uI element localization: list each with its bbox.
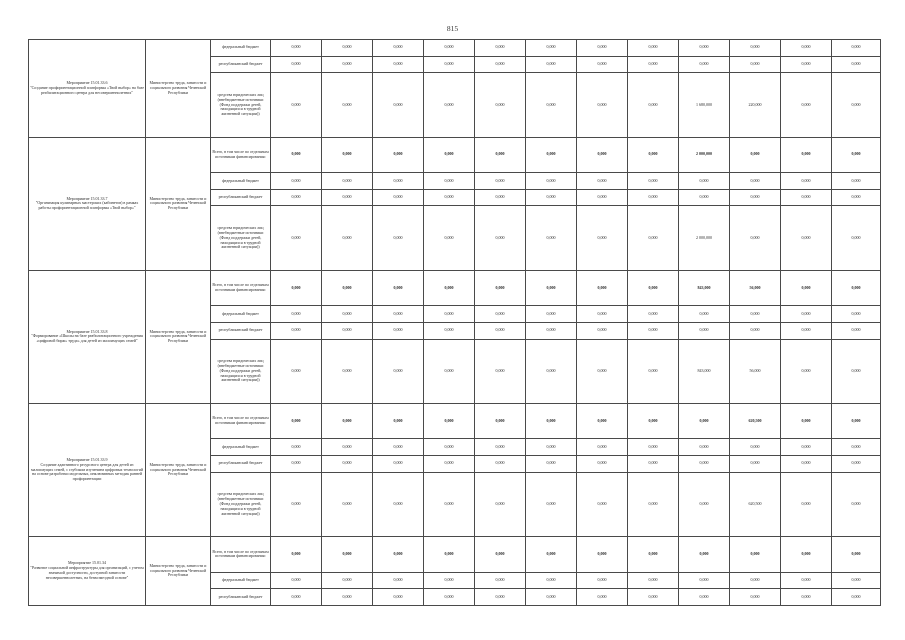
executor: Министерство труда, занятости и социального развития Чеченской Республики: [146, 403, 211, 536]
amount-cell: 0,000: [373, 189, 424, 206]
amount-cell: 0,000: [781, 439, 832, 456]
funding-source: республиканский бюджет: [211, 589, 271, 606]
amount-cell: 0,000: [628, 173, 679, 190]
amount-cell: 0,000: [475, 137, 526, 173]
amount-cell: 0,000: [526, 306, 577, 323]
funding-source: республиканский бюджет: [211, 456, 271, 473]
amount-cell: 0,000: [373, 456, 424, 473]
amount-cell: 0,000: [628, 56, 679, 73]
amount-cell: 0,000: [832, 403, 881, 439]
amount-cell: 0,000: [730, 40, 781, 57]
amount-cell: 0,000: [730, 206, 781, 270]
amount-cell: 56,000: [730, 339, 781, 403]
amount-cell: 0,000: [424, 339, 475, 403]
amount-cell: 0,000: [424, 73, 475, 137]
amount-cell: 0,000: [781, 306, 832, 323]
amount-cell: 0,000: [781, 456, 832, 473]
amount-cell: 0,000: [322, 137, 373, 173]
amount-cell: 0,000: [679, 40, 730, 57]
amount-cell: 0,000: [730, 137, 781, 173]
page-number: 815: [446, 24, 459, 33]
amount-cell: 0,000: [271, 56, 322, 73]
funding-source: средства юридических лиц (внебюджетные источники (Фонд поддержки детей, находящихся в трудной жизненной ситуации)): [211, 472, 271, 536]
table-row: [29, 537, 881, 573]
amount-cell: 0,000: [577, 173, 628, 190]
amount-cell: 620,500: [730, 403, 781, 439]
amount-cell: 0,000: [424, 322, 475, 339]
amount-cell: 0,000: [322, 439, 373, 456]
amount-cell: 2 000,000: [679, 206, 730, 270]
amount-cell: 0,000: [475, 206, 526, 270]
executor: Министерство труда, занятости и социального развития Чеченской Республики: [146, 537, 211, 606]
amount-cell: 0,000: [781, 137, 832, 173]
amount-cell: 0,000: [832, 137, 881, 173]
amount-cell: 0,000: [577, 537, 628, 573]
amount-cell: 0,000: [832, 537, 881, 573]
amount-cell: 0,000: [475, 339, 526, 403]
budget-table: [28, 39, 881, 606]
amount-cell: 0,000: [373, 206, 424, 270]
amount-cell: 0,000: [577, 40, 628, 57]
amount-cell: 0,000: [322, 537, 373, 573]
amount-cell: 0,000: [322, 456, 373, 473]
amount-cell: 0,000: [832, 270, 881, 306]
amount-cell: 0,000: [679, 322, 730, 339]
executor: Министерство труда, занятости и социального развития Чеченской Республики: [146, 270, 211, 403]
amount-cell: 0,000: [271, 270, 322, 306]
funding-source: федеральный бюджет: [211, 173, 271, 190]
amount-cell: 0,000: [679, 189, 730, 206]
amount-cell: 0,000: [271, 173, 322, 190]
amount-cell: 0,000: [526, 270, 577, 306]
amount-cell: 0,000: [781, 189, 832, 206]
amount-cell: 0,000: [373, 270, 424, 306]
amount-cell: 0,000: [730, 456, 781, 473]
funding-source: Всего, в том числе по отдельным источникам финансирования:: [211, 137, 271, 173]
amount-cell: 0,000: [577, 137, 628, 173]
amount-cell: 0,000: [526, 439, 577, 456]
amount-cell: 0,000: [628, 306, 679, 323]
amount-cell: 0,000: [475, 73, 526, 137]
amount-cell: 0,000: [424, 56, 475, 73]
amount-cell: 0,000: [424, 537, 475, 573]
amount-cell: 0,000: [373, 589, 424, 606]
amount-cell: 220,000: [730, 73, 781, 137]
amount-cell: 0,000: [730, 439, 781, 456]
amount-cell: 0,000: [475, 56, 526, 73]
amount-cell: 0,000: [832, 173, 881, 190]
amount-cell: 0,000: [475, 472, 526, 536]
funding-source: средства юридических лиц (внебюджетные источники (Фонд поддержки детей, находящихся в трудной жизненной ситуации)): [211, 73, 271, 137]
amount-cell: 0,000: [679, 537, 730, 573]
amount-cell: 0,000: [271, 456, 322, 473]
amount-cell: 0,000: [781, 537, 832, 573]
amount-cell: 0,000: [628, 189, 679, 206]
amount-cell: 0,000: [628, 137, 679, 173]
funding-source: федеральный бюджет: [211, 306, 271, 323]
amount-cell: 0,000: [271, 206, 322, 270]
amount-cell: 0,000: [322, 189, 373, 206]
amount-cell: 0,000: [271, 189, 322, 206]
funding-source: республиканский бюджет: [211, 189, 271, 206]
executor: Министерство труда, занятости и социального развития Чеченской Республики: [146, 40, 211, 138]
amount-cell: 0,000: [322, 339, 373, 403]
amount-cell: 0,000: [424, 137, 475, 173]
amount-cell: 0,000: [679, 456, 730, 473]
event-name: Мероприятие 15.01.33.7 "Организация кулинарных мастерских (кабинетов) в рамках работы профориентационной платформы «Твой выбор»": [29, 137, 146, 270]
table-row: [29, 137, 881, 173]
amount-cell: 0,000: [526, 403, 577, 439]
amount-cell: 0,000: [628, 439, 679, 456]
amount-cell: 620,500: [730, 472, 781, 536]
amount-cell: 0,000: [475, 572, 526, 589]
amount-cell: 0,000: [322, 206, 373, 270]
amount-cell: 0,000: [322, 173, 373, 190]
amount-cell: 0,000: [373, 439, 424, 456]
amount-cell: 0,000: [628, 537, 679, 573]
amount-cell: 0,000: [322, 306, 373, 323]
amount-cell: 0,000: [577, 189, 628, 206]
amount-cell: 0,000: [271, 537, 322, 573]
amount-cell: 0,000: [628, 456, 679, 473]
amount-cell: 0,000: [526, 137, 577, 173]
amount-cell: 0,000: [424, 306, 475, 323]
amount-cell: 0,000: [781, 322, 832, 339]
amount-cell: 0,000: [526, 589, 577, 606]
amount-cell: 843,000: [679, 339, 730, 403]
amount-cell: 0,000: [679, 472, 730, 536]
amount-cell: 0,000: [679, 439, 730, 456]
amount-cell: 0,000: [322, 322, 373, 339]
amount-cell: 0,000: [628, 472, 679, 536]
executor: Министерство труда, занятости и социального развития Чеченской Республики: [146, 137, 211, 270]
amount-cell: 0,000: [424, 206, 475, 270]
amount-cell: 0,000: [322, 472, 373, 536]
amount-cell: 0,000: [373, 339, 424, 403]
amount-cell: 0,000: [628, 322, 679, 339]
amount-cell: 0,000: [781, 472, 832, 536]
amount-cell: 0,000: [781, 173, 832, 190]
amount-cell: 0,000: [679, 403, 730, 439]
amount-cell: 0,000: [577, 322, 628, 339]
funding-source: федеральный бюджет: [211, 572, 271, 589]
amount-cell: 0,000: [730, 322, 781, 339]
amount-cell: 0,000: [526, 322, 577, 339]
amount-cell: 0,000: [679, 56, 730, 73]
amount-cell: 0,000: [628, 270, 679, 306]
amount-cell: 843,000: [679, 270, 730, 306]
funding-source: Всего, в том числе по отдельным источникам финансирования:: [211, 270, 271, 306]
amount-cell: 0,000: [475, 439, 526, 456]
amount-cell: 0,000: [781, 73, 832, 137]
amount-cell: 0,000: [781, 270, 832, 306]
amount-cell: 56,000: [730, 270, 781, 306]
amount-cell: 0,000: [475, 173, 526, 190]
amount-cell: 0,000: [832, 306, 881, 323]
amount-cell: 0,000: [271, 339, 322, 403]
amount-cell: 0,000: [526, 572, 577, 589]
amount-cell: 0,000: [271, 40, 322, 57]
amount-cell: 0,000: [577, 56, 628, 73]
amount-cell: 0,000: [832, 339, 881, 403]
amount-cell: 0,000: [475, 306, 526, 323]
amount-cell: 0,000: [373, 403, 424, 439]
event-name: Мероприятие 15.01.34 "Развитие социальной инфраструктуры для организаций, с учетом значимой доступности, доступной занятости несовершеннолетних, на безвозмездной основе": [29, 537, 146, 606]
amount-cell: 0,000: [526, 339, 577, 403]
amount-cell: 0,000: [832, 589, 881, 606]
amount-cell: 0,000: [781, 403, 832, 439]
amount-cell: 0,000: [424, 456, 475, 473]
amount-cell: 0,000: [475, 403, 526, 439]
amount-cell: 0,000: [628, 206, 679, 270]
amount-cell: 0,000: [832, 572, 881, 589]
amount-cell: 0,000: [730, 572, 781, 589]
funding-source: средства юридических лиц (внебюджетные источники (Фонд поддержки детей, находящихся в трудной жизненной ситуации)): [211, 339, 271, 403]
amount-cell: 0,000: [424, 270, 475, 306]
amount-cell: 0,000: [373, 537, 424, 573]
amount-cell: 0,000: [373, 472, 424, 536]
amount-cell: 0,000: [628, 572, 679, 589]
amount-cell: 0,000: [322, 56, 373, 73]
amount-cell: 0,000: [322, 589, 373, 606]
amount-cell: 0,000: [832, 206, 881, 270]
amount-cell: 0,000: [781, 589, 832, 606]
amount-cell: 0,000: [832, 322, 881, 339]
amount-cell: 1 680,000: [679, 73, 730, 137]
amount-cell: 0,000: [373, 137, 424, 173]
amount-cell: 0,000: [526, 40, 577, 57]
amount-cell: 0,000: [373, 306, 424, 323]
amount-cell: 0,000: [322, 40, 373, 57]
amount-cell: 0,000: [628, 403, 679, 439]
amount-cell: 0,000: [679, 173, 730, 190]
amount-cell: 0,000: [781, 572, 832, 589]
amount-cell: 0,000: [781, 40, 832, 57]
amount-cell: 0,000: [373, 40, 424, 57]
event-name: Мероприятие 15.01.33.8 "Формирование «Школы на базе реабилитационного учреждения «цифровой бирж» труда» для детей из малоимущих семей": [29, 270, 146, 403]
amount-cell: 0,000: [322, 270, 373, 306]
amount-cell: 0,000: [781, 56, 832, 73]
amount-cell: 0,000: [322, 572, 373, 589]
funding-source: Всего, в том числе по отдельным источникам финансирования:: [211, 403, 271, 439]
amount-cell: 0,000: [781, 339, 832, 403]
amount-cell: 0,000: [424, 189, 475, 206]
amount-cell: 0,000: [832, 73, 881, 137]
amount-cell: 0,000: [526, 189, 577, 206]
funding-source: республиканский бюджет: [211, 322, 271, 339]
amount-cell: 0,000: [577, 206, 628, 270]
funding-source: федеральный бюджет: [211, 40, 271, 57]
amount-cell: 0,000: [730, 56, 781, 73]
amount-cell: 0,000: [271, 403, 322, 439]
funding-source: республиканский бюджет: [211, 56, 271, 73]
amount-cell: 0,000: [424, 40, 475, 57]
amount-cell: 0,000: [373, 322, 424, 339]
amount-cell: 0,000: [322, 73, 373, 137]
amount-cell: 0,000: [475, 270, 526, 306]
amount-cell: 0,000: [271, 589, 322, 606]
amount-cell: 0,000: [526, 472, 577, 536]
event-name: Мероприятие 15.01.33.9 Создание адаптивного ресурсного центра для детей из малоимущих семей, с глубоким изучением цифровых технологий на основе разработки модельных, инклюзивных методик ранней профориентации: [29, 403, 146, 536]
amount-cell: 0,000: [730, 306, 781, 323]
amount-cell: 0,000: [322, 403, 373, 439]
amount-cell: 0,000: [424, 572, 475, 589]
amount-cell: 0,000: [730, 589, 781, 606]
amount-cell: 0,000: [526, 456, 577, 473]
amount-cell: 0,000: [832, 472, 881, 536]
amount-cell: 0,000: [577, 439, 628, 456]
amount-cell: 0,000: [271, 73, 322, 137]
amount-cell: 0,000: [577, 572, 628, 589]
amount-cell: 0,000: [577, 270, 628, 306]
amount-cell: 0,000: [832, 439, 881, 456]
amount-cell: 2 000,000: [679, 137, 730, 173]
amount-cell: 0,000: [475, 322, 526, 339]
amount-cell: 0,000: [730, 537, 781, 573]
amount-cell: 0,000: [577, 73, 628, 137]
amount-cell: 0,000: [526, 73, 577, 137]
amount-cell: 0,000: [832, 56, 881, 73]
amount-cell: 0,000: [679, 589, 730, 606]
amount-cell: 0,000: [577, 456, 628, 473]
amount-cell: 0,000: [577, 472, 628, 536]
amount-cell: 0,000: [832, 456, 881, 473]
amount-cell: 0,000: [526, 173, 577, 190]
funding-source: федеральный бюджет: [211, 439, 271, 456]
amount-cell: 0,000: [577, 306, 628, 323]
amount-cell: 0,000: [373, 56, 424, 73]
amount-cell: 0,000: [577, 339, 628, 403]
amount-cell: 0,000: [475, 589, 526, 606]
table-row: [29, 270, 881, 306]
amount-cell: 0,000: [475, 537, 526, 573]
amount-cell: 0,000: [628, 73, 679, 137]
amount-cell: 0,000: [628, 339, 679, 403]
amount-cell: 0,000: [271, 439, 322, 456]
amount-cell: 0,000: [526, 56, 577, 73]
funding-source: Всего, в том числе по отдельным источникам финансирования:: [211, 537, 271, 573]
amount-cell: 0,000: [373, 73, 424, 137]
amount-cell: 0,000: [628, 40, 679, 57]
amount-cell: 0,000: [526, 537, 577, 573]
amount-cell: 0,000: [475, 40, 526, 57]
amount-cell: 0,000: [628, 589, 679, 606]
table-row: [29, 40, 881, 57]
amount-cell: 0,000: [730, 173, 781, 190]
amount-cell: 0,000: [271, 306, 322, 323]
amount-cell: 0,000: [424, 403, 475, 439]
amount-cell: 0,000: [730, 189, 781, 206]
amount-cell: 0,000: [577, 403, 628, 439]
amount-cell: 0,000: [424, 173, 475, 190]
amount-cell: 0,000: [679, 572, 730, 589]
amount-cell: 0,000: [271, 137, 322, 173]
amount-cell: 0,000: [373, 173, 424, 190]
amount-cell: 0,000: [271, 322, 322, 339]
amount-cell: 0,000: [832, 189, 881, 206]
amount-cell: 0,000: [475, 189, 526, 206]
amount-cell: 0,000: [781, 206, 832, 270]
amount-cell: 0,000: [271, 472, 322, 536]
amount-cell: 0,000: [832, 40, 881, 57]
table-row: [29, 403, 881, 439]
amount-cell: 0,000: [577, 589, 628, 606]
amount-cell: 0,000: [679, 306, 730, 323]
amount-cell: 0,000: [373, 572, 424, 589]
event-name: Мероприятие 15.01.33.6 "Создание профориентационной платформы «Твой выбор» на базе реабилитационного центра для несовершеннолетних": [29, 40, 146, 138]
amount-cell: 0,000: [424, 472, 475, 536]
amount-cell: 0,000: [424, 439, 475, 456]
amount-cell: 0,000: [271, 572, 322, 589]
amount-cell: 0,000: [424, 589, 475, 606]
funding-source: средства юридических лиц (внебюджетные источники (Фонд поддержки детей, находящихся в трудной жизненной ситуации)): [211, 206, 271, 270]
amount-cell: 0,000: [526, 206, 577, 270]
amount-cell: 0,000: [475, 456, 526, 473]
